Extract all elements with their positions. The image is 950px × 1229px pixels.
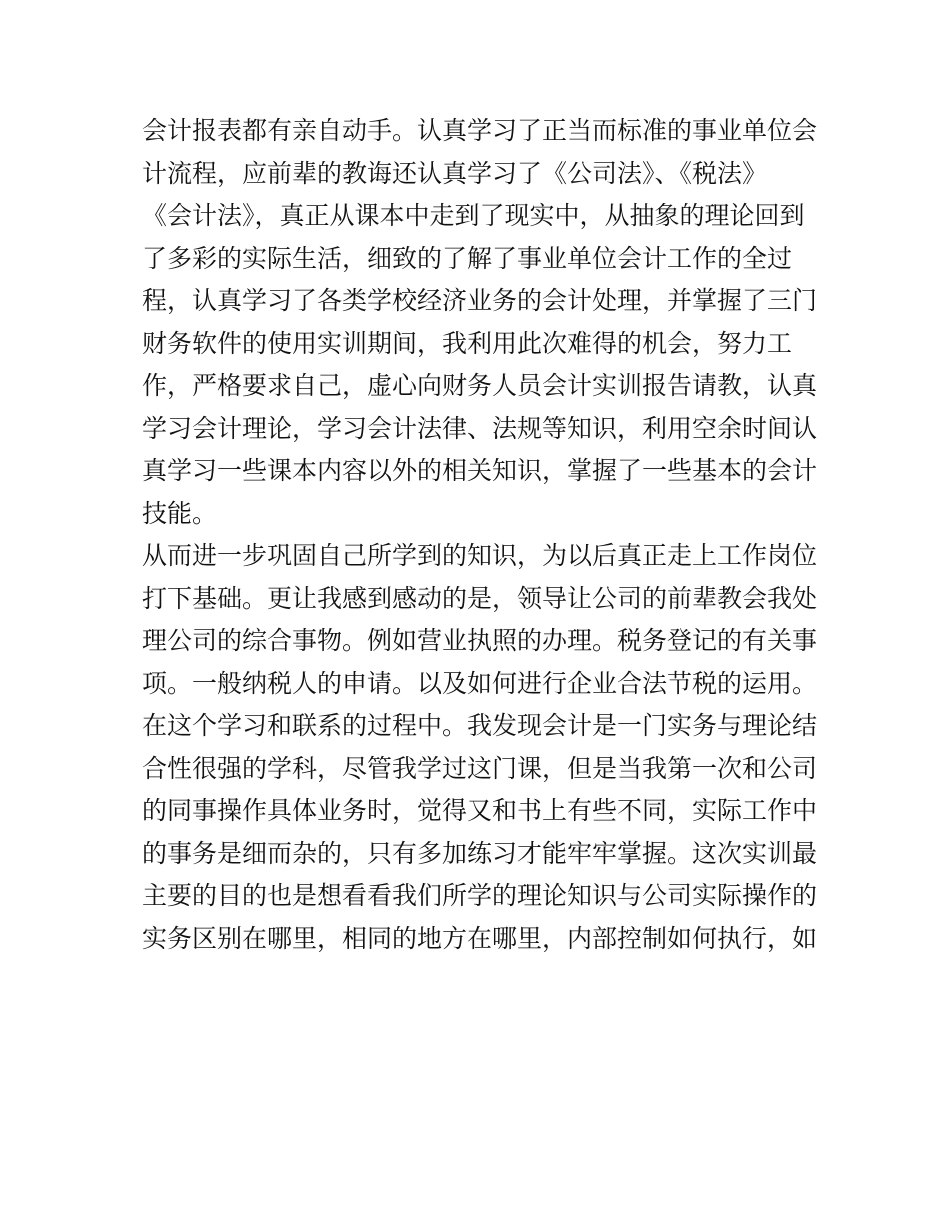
text-line: 主要的目的也是想看看我们所学的理论知识与公司实际操作的 xyxy=(142,881,818,910)
text-line: 程，认真学习了各类学校经济业务的会计处理，并掌握了三门 xyxy=(142,286,818,315)
text-line: 项。一般纳税人的申请。以及如何进行企业合法节税的运用。 xyxy=(142,668,818,698)
text-line: 计流程，应前辈的教诲还认真学习了《公司法》、《税法》 xyxy=(142,158,768,188)
text-line: 技能。 xyxy=(142,498,218,528)
text-line: 打下基础。更让我感到感动的是，领导让公司的前辈教会我处 xyxy=(142,583,818,613)
text-line: 实务区别在哪里，相同的地方在哪里，内部控制如何执行，如 xyxy=(142,923,818,953)
text-line: 的事务是细而杂的，只有多加练习才能牢牢掌握。这次实训最 xyxy=(142,838,818,868)
text-line: 的同事操作具体业务时，觉得又和书上有些不同，实际工作中 xyxy=(142,796,818,825)
text-line: 在这个学习和联系的过程中。我发现会计是一门实务与理论结 xyxy=(142,711,818,740)
body-text xyxy=(142,110,818,960)
text-line: 财务软件的使用实训期间，我利用此次难得的机会，努力工 xyxy=(142,328,793,358)
text-line: 《会计法》，真正从课本中走到了现实中，从抽象的理论回到 xyxy=(142,201,805,230)
text-line: 合性很强的学科，尽管我学过这门课，但是当我第一次和公司 xyxy=(142,753,818,783)
text-line: 从而进一步巩固自己所学到的知识，为以后真正走上工作岗位 xyxy=(142,541,818,570)
text-line: 会计报表都有亲自动手。认真学习了正当而标准的事业单位会 xyxy=(142,116,818,145)
text-line: 学习会计理论，学习会计法律、法规等知识，利用空余时间认 xyxy=(142,413,818,443)
text-line: 理公司的综合事物。例如营业执照的办理。税务登记的有关事 xyxy=(142,626,818,655)
text-line: 作，严格要求自己，虚心向财务人员会计实训报告请教，认真 xyxy=(142,371,818,400)
text-line: 真学习一些课本内容以外的相关知识，掌握了一些基本的会计 xyxy=(142,456,818,485)
text-line: 了多彩的实际生活，细致的了解了事业单位会计工作的全过 xyxy=(142,243,793,273)
